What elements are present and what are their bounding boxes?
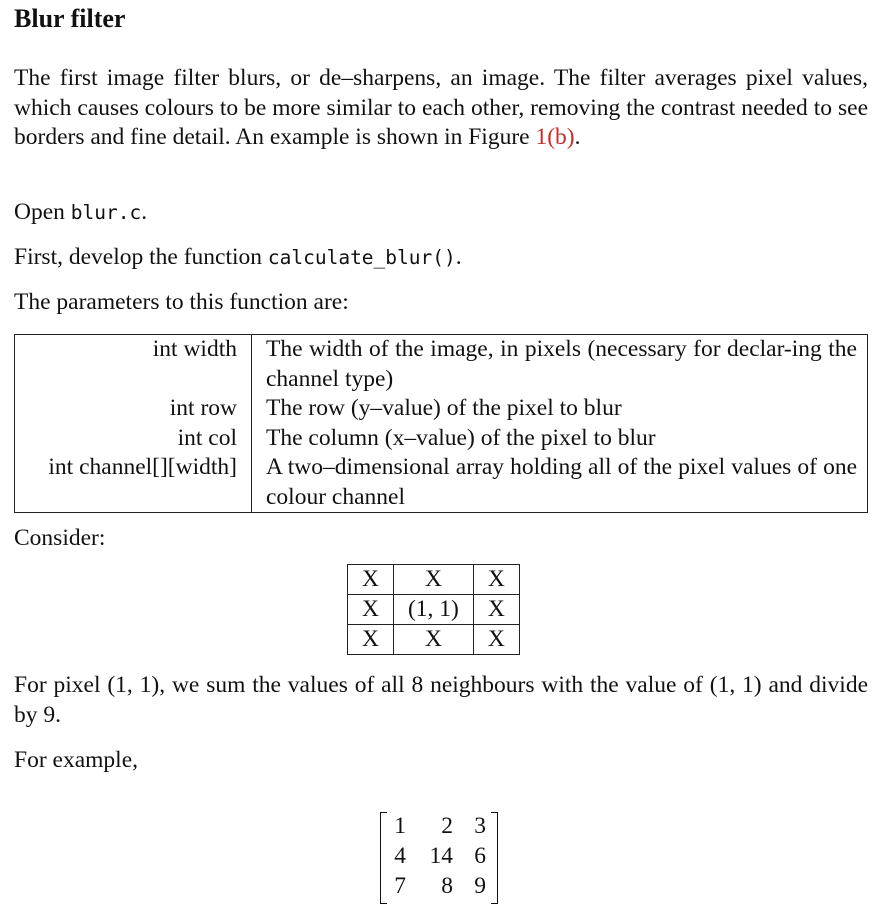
matrix-cell: 4 xyxy=(394,843,406,869)
grid-cell: X xyxy=(473,565,519,595)
param-desc: The row (y–value) of the pixel to blur xyxy=(266,395,622,421)
matrix-row xyxy=(388,812,490,842)
intro-text: The first image filter blurs, or de–sharpens, an image. The filter averages pixel values, which causes colours to be more similar to each other, removing the contrast needed to see borders and fine detail. An example is shown in Figure xyxy=(14,65,868,150)
matrix-left-bracket xyxy=(380,812,387,904)
param-desc: The column (x–value) of the pixel to blur xyxy=(266,424,656,451)
parameters-table xyxy=(14,334,868,513)
intro-end: . xyxy=(574,124,581,150)
example-matrix xyxy=(380,812,498,904)
grid-cell: X xyxy=(348,625,394,655)
param-name: int channel[][width] xyxy=(15,453,252,513)
matrix-cell: 9 xyxy=(474,873,486,899)
param-desc: A two–dimensional array holding all of the pixel values of one colour channel xyxy=(266,454,857,510)
grid-cell: X xyxy=(348,595,394,625)
section-title: Blur filter xyxy=(14,4,126,33)
matrix-cell: 8 xyxy=(441,873,453,899)
grid-cell-center: (1, 1) xyxy=(393,595,473,625)
matrix-row xyxy=(388,872,490,902)
param-name: int row xyxy=(15,394,252,424)
intro-paragraph xyxy=(14,64,868,153)
develop-prefix: First, develop the function xyxy=(14,244,268,270)
matrix-cell: 6 xyxy=(474,843,486,869)
neighbour-grid xyxy=(347,564,520,655)
grid-row xyxy=(348,625,520,655)
grid-cell: X xyxy=(348,565,394,595)
grid-cell: X xyxy=(473,595,519,625)
grid-row xyxy=(348,595,520,625)
params-intro: The parameters to this function are: xyxy=(14,289,349,315)
param-row xyxy=(15,394,868,424)
param-row xyxy=(15,453,868,513)
matrix-cell: 3 xyxy=(474,813,486,839)
filename-code: blur.c xyxy=(70,201,142,224)
develop-suffix: . xyxy=(455,244,462,270)
function-name-code: calculate_blur() xyxy=(267,246,456,269)
example-label: For example, xyxy=(14,747,138,773)
matrix-right-bracket xyxy=(491,812,498,904)
open-file-line xyxy=(14,198,868,228)
develop-line xyxy=(14,243,868,273)
matrix-cell: 7 xyxy=(394,873,406,899)
matrix-cell: 14 xyxy=(429,843,453,869)
consider-label: Consider: xyxy=(14,525,106,551)
param-name: int col xyxy=(15,424,252,454)
param-desc: The width of the image, in pixels (necessary for declar-ing the channel type) xyxy=(266,336,857,392)
grid-cell: X xyxy=(473,625,519,655)
explanation-paragraph: For pixel (1, 1), we sum the values of all 8 neighbours with the value of (1, 1) and divide by 9. xyxy=(14,672,868,728)
open-suffix: . xyxy=(141,199,148,225)
grid-row xyxy=(348,565,520,595)
matrix-row xyxy=(388,842,490,872)
param-row xyxy=(15,424,868,454)
param-row xyxy=(15,335,868,395)
matrix-cell: 2 xyxy=(441,813,453,839)
figure-reference-link[interactable]: 1(b) xyxy=(535,124,575,150)
open-prefix: Open xyxy=(14,199,71,225)
matrix-cell: 1 xyxy=(394,813,406,839)
grid-cell: X xyxy=(393,625,473,655)
param-name: int width xyxy=(15,335,252,395)
grid-cell: X xyxy=(393,565,473,595)
